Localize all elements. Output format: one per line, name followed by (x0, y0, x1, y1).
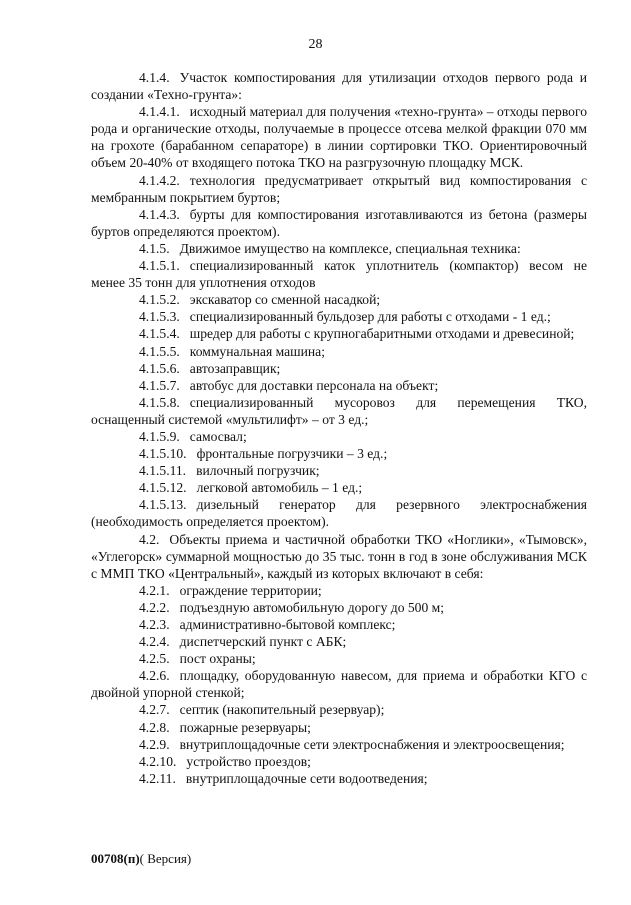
item-text: автозаправщик; (189, 360, 281, 376)
list-item (91, 325, 587, 342)
list-item (91, 650, 587, 667)
list-item (91, 479, 587, 496)
list-item (91, 291, 587, 308)
item-number: 4.2.9. (139, 736, 170, 752)
document-version: ( Версия) (139, 851, 192, 866)
item-number: 4.1.5.8. (139, 394, 180, 410)
item-number: 4.1.5.2. (139, 292, 180, 308)
item-text: легковой автомобиль – 1 ед.; (196, 480, 363, 496)
document-footer (91, 851, 191, 867)
item-number: 4.2.8. (139, 719, 170, 735)
item-text: специализированный мусоровоз для перемещения ТКО, оснащенный системой «мультилифт» – от 3 ед.; (91, 394, 587, 427)
list-item (91, 428, 587, 445)
item-text: самосвал; (189, 428, 247, 444)
item-text: диспетчерский пункт с АБК; (179, 634, 347, 650)
item-number: 4.2.6. (139, 668, 170, 684)
item-text: Объекты приема и частичной обработки ТКО «Ноглики», «Тымовск», «Углегорск» суммарной мощностью до 35 тыс. тонн в год в зоне обслуживания МСК с ММП ТКО «Центральный», каждый из которых включают в себя: (91, 531, 587, 581)
item-number: 4.1.4.1. (139, 104, 180, 120)
item-number: 4.1.5.3. (139, 309, 180, 325)
item-number: 4.1.5. (139, 240, 170, 256)
item-text: специализированный каток уплотнитель (компактор) весом не менее 35 тонн для уплотнения отходов (91, 258, 587, 291)
item-text: автобус для доставки персонала на объект; (189, 377, 439, 393)
list-item (91, 257, 587, 291)
item-number: 4.2.4. (139, 634, 170, 650)
list-item (91, 701, 587, 718)
list-item (91, 736, 587, 753)
item-text: административно-бытовой комплекс; (179, 617, 396, 632)
list-item (91, 770, 587, 787)
list-item (91, 172, 587, 206)
list-item (91, 69, 587, 103)
list-item (91, 445, 587, 462)
item-text: дизельный генератор для резервного электроснабжения (необходимость определяется проектом). (91, 497, 587, 530)
item-number: 4.1.5.4. (139, 326, 180, 342)
item-number: 4.2. (139, 531, 160, 547)
item-number: 4.1.5.10. (139, 446, 187, 462)
list-item (91, 667, 587, 701)
list-item (91, 582, 587, 599)
item-text: коммунальная машина; (189, 343, 325, 359)
item-number: 4.1.5.7. (139, 377, 180, 393)
item-text: специализированный бульдозер для работы с отходами - 1 ед.; (189, 309, 551, 325)
item-number: 4.1.5.13. (139, 497, 187, 513)
list-item (91, 496, 587, 530)
list-item (91, 394, 587, 428)
list-item (91, 599, 587, 616)
list-item (91, 103, 587, 171)
item-number: 4.1.5.9. (139, 428, 180, 444)
item-number: 4.1.5.12. (139, 480, 187, 496)
item-text: пост охраны; (179, 651, 256, 667)
item-number: 4.1.4.2. (139, 172, 180, 188)
item-number: 4.1.5.11. (139, 463, 187, 479)
item-text: Движимое имущество на комплексе, специальная техника: (179, 240, 521, 256)
list-item (91, 462, 587, 479)
item-text: внутриплощадочные сети электроснабжения и электроосвещения; (179, 736, 565, 752)
item-text: Участок компостирования для утилизации отходов первого рода и создании «Техно-грунта»: (91, 70, 587, 103)
list-item (91, 343, 587, 360)
item-number: 4.2.1. (139, 582, 170, 598)
item-text: шредер для работы с крупногабаритными отходами и древесиной; (189, 326, 575, 342)
list-item (91, 308, 587, 325)
item-text: ограждение территории; (179, 582, 322, 598)
item-number: 4.1.5.5. (139, 343, 180, 359)
list-item (91, 633, 587, 650)
item-text: пожарные резервуары; (179, 719, 311, 735)
item-number: 4.1.5.1. (139, 258, 180, 274)
list-item (91, 240, 587, 257)
item-number: 4.2.10. (139, 753, 177, 769)
item-number: 4.1.5.6. (139, 360, 180, 376)
item-text: фронтальные погрузчики – 3 ед.; (196, 446, 388, 462)
item-text: бурты для компостирования изготавливаются из бетона (размеры буртов определяются проектом). (91, 206, 587, 239)
item-text: септик (накопительный резервуар); (179, 702, 385, 718)
document-code: 00708(п) (91, 851, 140, 866)
list-item (91, 377, 587, 394)
item-text: исходный материал для получения «техно-грунта» – отходы первого рода и органические отходы, получаемые в процессе отсева мелкой фракции 070 мм на грохоте (барабанном сепараторе) в линии сортировки ТКО. Ориентировочный объем 20-40% от входящего потока ТКО на разгрузочную площадку МСК. (91, 104, 587, 171)
item-number: 4.2.11. (139, 770, 176, 786)
item-number: 4.2.7. (139, 702, 170, 718)
list-item (91, 616, 587, 633)
item-number: 4.1.4. (139, 70, 170, 85)
item-text: вилочный погрузчик; (196, 463, 320, 479)
item-text: технология предусматривает открытый вид компостирования с мембранным покрытием буртов; (91, 172, 587, 205)
item-text: площадку, оборудованную навесом, для приема и обработки КГО с двойной упорной стенкой; (91, 668, 587, 701)
item-number: 4.1.4.3. (139, 206, 180, 222)
list-item (91, 531, 587, 582)
item-number: 4.2.2. (139, 599, 170, 615)
item-number: 4.2.5. (139, 651, 170, 667)
document-body (91, 69, 587, 787)
item-text: устройство проездов; (186, 753, 311, 769)
item-text: внутриплощадочные сети водоотведения; (185, 770, 428, 786)
item-number: 4.2.3. (139, 617, 170, 632)
item-text: экскаватор со сменной насадкой; (189, 292, 381, 308)
item-text: подъездную автомобильную дорогу до 500 м; (179, 599, 445, 615)
list-item (91, 206, 587, 240)
list-item (91, 753, 587, 770)
page-number: 28 (308, 37, 323, 52)
list-item (91, 719, 587, 736)
list-item (91, 360, 587, 377)
